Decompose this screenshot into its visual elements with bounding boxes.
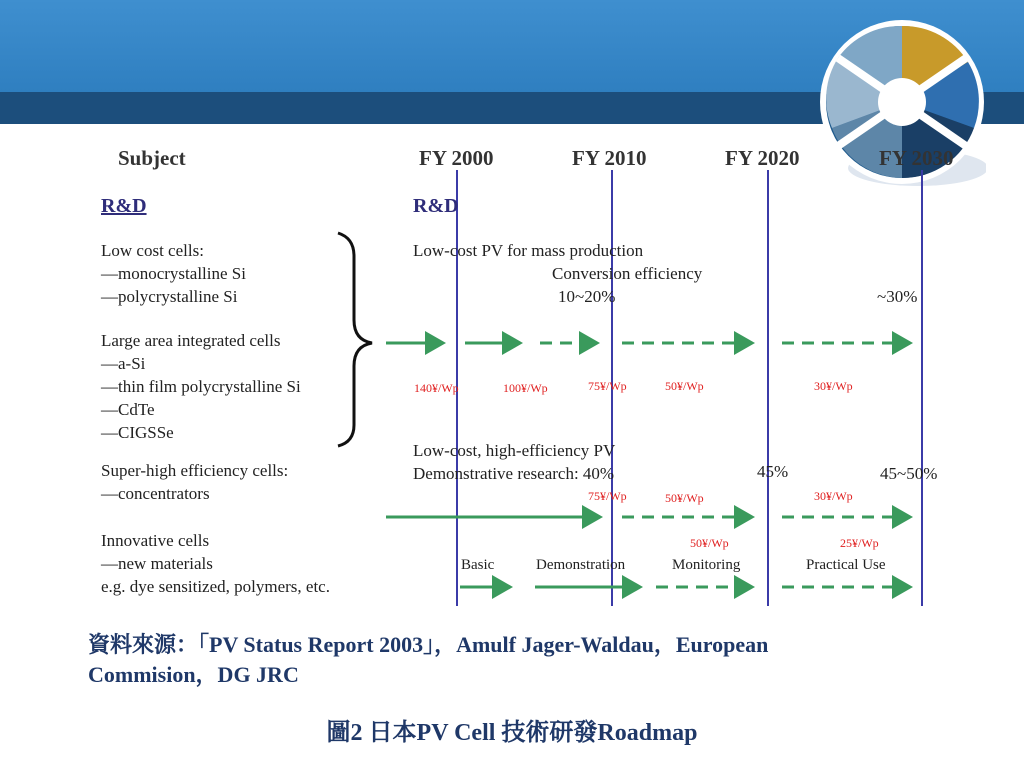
super-high-label: Super-high efficiency cells: — [101, 461, 289, 480]
price-row1-100: 100¥/Wp — [503, 381, 548, 395]
phase-practical-use: Practical Use — [806, 557, 886, 573]
new-materials-label: —new materials — [101, 554, 213, 573]
source-caption-line1: 資料來源：「PV Status Report 2003」，Amulf Jager-Waldau，European — [88, 632, 769, 657]
demonstrative-research-label: Demonstrative research: 40% — [413, 464, 615, 483]
monocrystalline-label: —monocrystalline Si — [101, 264, 246, 283]
phase-monitoring: Monitoring — [672, 557, 741, 573]
rd-right-label: R&D — [413, 195, 459, 217]
lowcost-pv-label: Low-cost PV for mass production — [413, 241, 644, 260]
fy-2030-label: FY 2030 — [879, 146, 954, 170]
brace-icon — [338, 233, 372, 446]
price-row2-50: 50¥/Wp — [665, 491, 704, 505]
source-caption-line2: Commision，DG JRC — [88, 662, 299, 687]
polycrystalline-label: —polycrystalline Si — [101, 287, 238, 306]
low-cost-cells-label: Low cost cells: — [101, 241, 204, 260]
fy-2000-label: FY 2000 — [419, 146, 494, 170]
price-row1-75: 75¥/Wp — [588, 379, 627, 393]
subject-header: Subject — [118, 146, 186, 170]
phase-basic: Basic — [461, 557, 495, 573]
fy-2010-label: FY 2010 — [572, 146, 647, 170]
conversion-efficiency-label: Conversion efficiency — [552, 264, 703, 283]
price-row1-30: 30¥/Wp — [814, 379, 853, 393]
asi-label: —a-Si — [101, 354, 146, 373]
price-row1-50: 50¥/Wp — [665, 379, 704, 393]
price-row3-50: 50¥/Wp — [690, 536, 729, 550]
thin-film-label: —thin film polycrystalline Si — [101, 377, 301, 396]
efficiency-30: ~30% — [877, 287, 918, 306]
fy-2020-label: FY 2020 — [725, 146, 800, 170]
cdte-label: —CdTe — [101, 400, 155, 419]
phase-demonstration: Demonstration — [536, 557, 626, 573]
lowcost-high-efficiency-label: Low-cost, high-efficiency PV — [413, 441, 616, 460]
price-row2-30: 30¥/Wp — [814, 489, 853, 503]
eg-label: e.g. dye sensitized, polymers, etc. — [101, 577, 330, 596]
efficiency-10-20: 10~20% — [558, 287, 616, 306]
large-area-label: Large area integrated cells — [101, 331, 281, 350]
innovative-label: Innovative cells — [101, 531, 210, 550]
cigsse-label: —CIGSSe — [101, 423, 174, 442]
figure-title: 圖2 日本PV Cell 技術研發Roadmap — [326, 720, 698, 746]
efficiency-45-50: 45~50% — [880, 464, 938, 483]
rd-left-label: R&D — [101, 195, 147, 217]
price-row3-25: 25¥/Wp — [840, 536, 879, 550]
concentrators-label: —concentrators — [101, 484, 210, 503]
efficiency-45: 45% — [757, 462, 789, 481]
price-row2-75: 75¥/Wp — [588, 489, 627, 503]
price-row1-140: 140¥/Wp — [414, 381, 459, 395]
